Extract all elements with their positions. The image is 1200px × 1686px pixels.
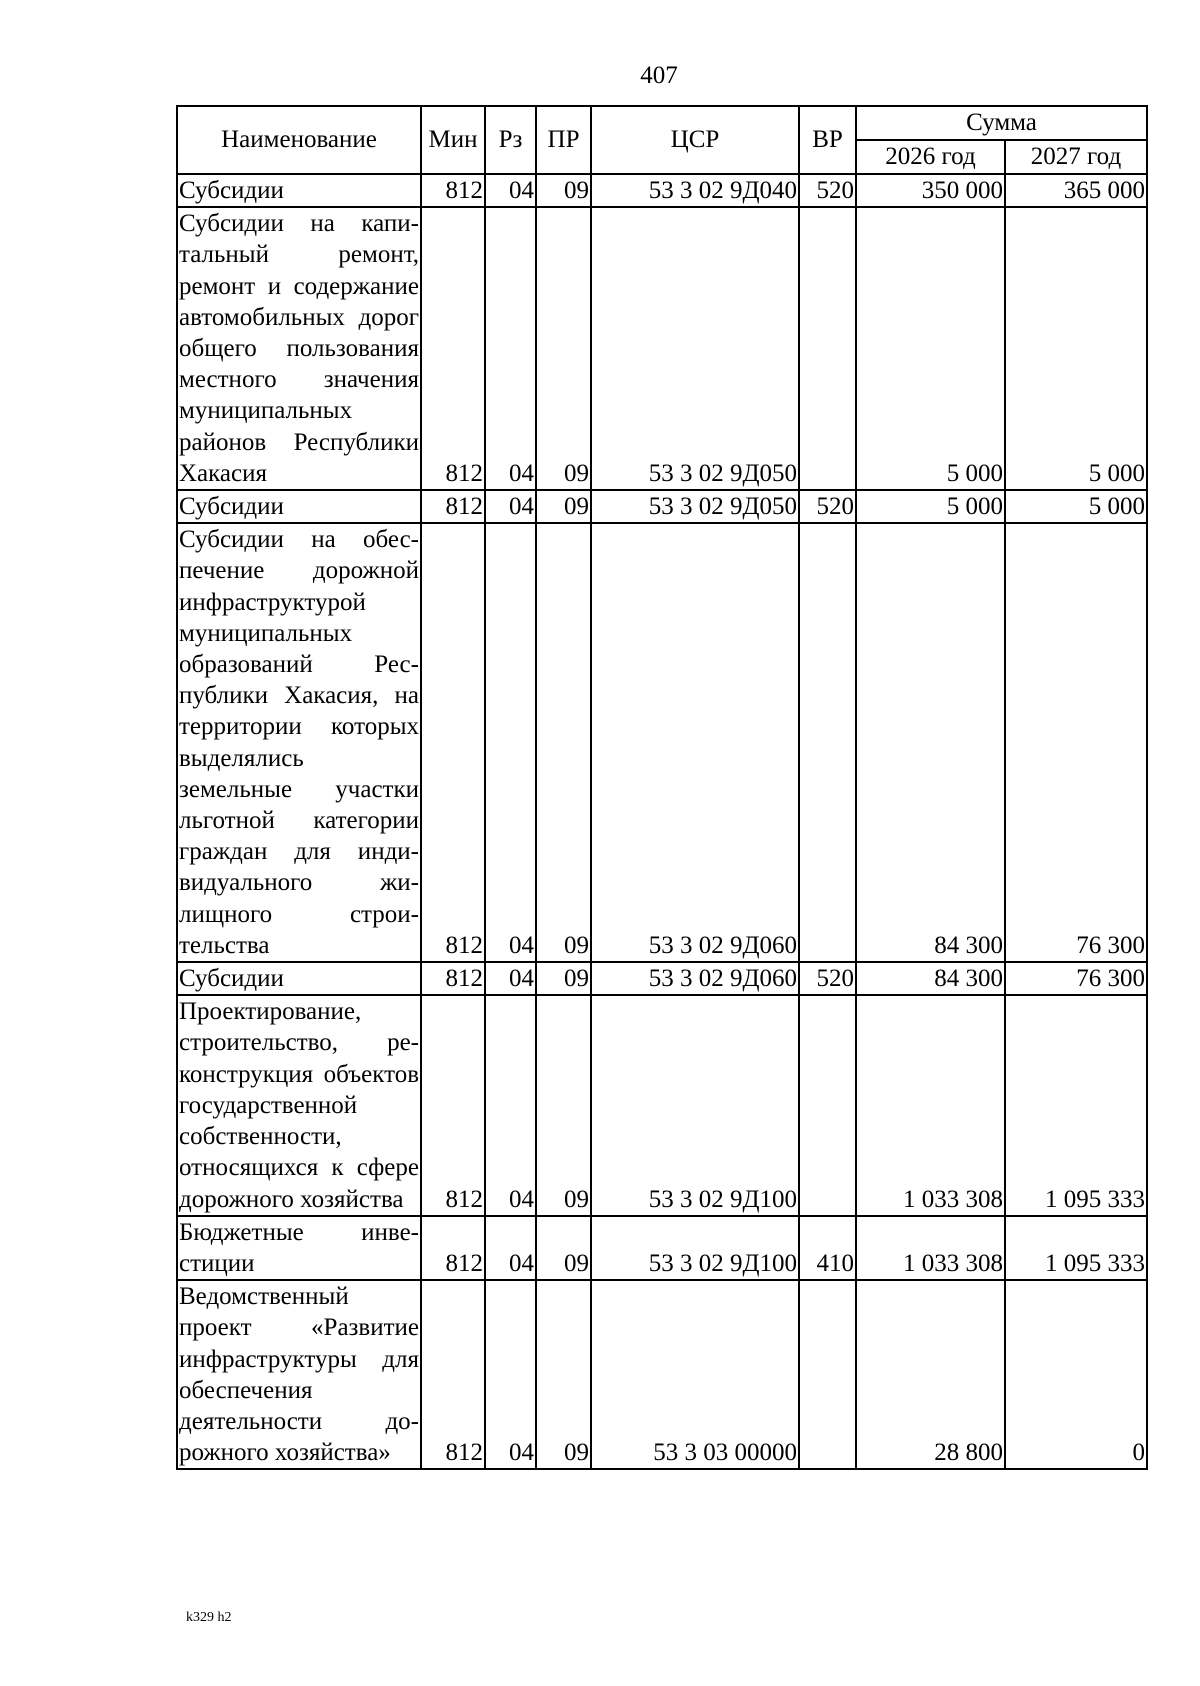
cell-2027: 365 000 — [1005, 174, 1147, 207]
cell-min: 812 — [421, 962, 485, 995]
cell-min: 812 — [421, 490, 485, 523]
cell-pr: 09 — [536, 995, 591, 1215]
page-number: 407 — [640, 62, 678, 89]
cell-name: Субсидии — [177, 962, 421, 995]
cell-2026: 5 000 — [856, 207, 1005, 490]
cell-csr: 53 3 02 9Д050 — [591, 207, 799, 490]
cell-vr — [799, 523, 856, 962]
cell-2027: 5 000 — [1005, 490, 1147, 523]
cell-2027: 76 300 — [1005, 962, 1147, 995]
cell-csr: 53 3 03 00000 — [591, 1280, 799, 1469]
header-csr: ЦСР — [591, 106, 799, 174]
cell-vr — [799, 1280, 856, 1469]
cell-2026: 1 033 308 — [856, 1216, 1005, 1280]
cell-pr: 09 — [536, 1216, 591, 1280]
cell-vr — [799, 995, 856, 1215]
cell-pr: 09 — [536, 490, 591, 523]
cell-csr: 53 3 02 9Д040 — [591, 174, 799, 207]
table-row — [177, 1216, 1147, 1280]
header-pr: ПР — [536, 106, 591, 174]
cell-2027: 76 300 — [1005, 523, 1147, 962]
cell-name: Субсидии на капитальный ремонт, ремонт и содержание автомобильных дорог общего пользования местного значения муниципальных районов Республики Хакасия — [177, 207, 421, 490]
table-row — [177, 1280, 1147, 1469]
cell-name: Субсидии на обеспечение дорожной инфраструктурой муниципальных образований Республики Хакасия, на территории которых выделялись земельные участки льготной категории граждан для индивидуального жилищного строительства — [177, 523, 421, 962]
cell-vr: 520 — [799, 174, 856, 207]
cell-vr: 520 — [799, 490, 856, 523]
cell-2027: 1 095 333 — [1005, 995, 1147, 1215]
header-year-2027: 2027 год — [1005, 140, 1147, 174]
header-min: Мин — [421, 106, 485, 174]
cell-pr: 09 — [536, 1280, 591, 1469]
cell-2026: 84 300 — [856, 962, 1005, 995]
header-year-2026: 2026 год — [856, 140, 1005, 174]
cell-rz: 04 — [485, 174, 536, 207]
table-row — [177, 523, 1147, 962]
cell-pr: 09 — [536, 523, 591, 962]
cell-2026: 350 000 — [856, 174, 1005, 207]
cell-name: Субсидии — [177, 490, 421, 523]
table-row — [177, 490, 1147, 523]
cell-rz: 04 — [485, 962, 536, 995]
cell-min: 812 — [421, 1216, 485, 1280]
cell-pr: 09 — [536, 962, 591, 995]
cell-rz: 04 — [485, 995, 536, 1215]
header-name: Наименование — [177, 106, 421, 174]
cell-vr: 520 — [799, 962, 856, 995]
cell-rz: 04 — [485, 523, 536, 962]
table-body — [177, 174, 1147, 1469]
cell-2026: 5 000 — [856, 490, 1005, 523]
cell-rz: 04 — [485, 207, 536, 490]
table-row — [177, 962, 1147, 995]
footer-code: k329 h2 — [186, 1610, 232, 1625]
cell-min: 812 — [421, 523, 485, 962]
cell-csr: 53 3 02 9Д060 — [591, 523, 799, 962]
cell-csr: 53 3 02 9Д050 — [591, 490, 799, 523]
cell-min: 812 — [421, 995, 485, 1215]
cell-2027: 1 095 333 — [1005, 1216, 1147, 1280]
cell-2027: 5 000 — [1005, 207, 1147, 490]
cell-min: 812 — [421, 207, 485, 490]
cell-min: 812 — [421, 174, 485, 207]
cell-min: 812 — [421, 1280, 485, 1469]
cell-vr — [799, 207, 856, 490]
header-sum: Сумма — [856, 106, 1147, 140]
cell-name: Бюджетные инвестиции — [177, 1216, 421, 1280]
table-row — [177, 207, 1147, 490]
cell-csr: 53 3 02 9Д100 — [591, 995, 799, 1215]
cell-2027: 0 — [1005, 1280, 1147, 1469]
cell-2026: 84 300 — [856, 523, 1005, 962]
header-rz: Рз — [485, 106, 536, 174]
cell-pr: 09 — [536, 174, 591, 207]
cell-vr: 410 — [799, 1216, 856, 1280]
cell-rz: 04 — [485, 1280, 536, 1469]
cell-2026: 28 800 — [856, 1280, 1005, 1469]
cell-csr: 53 3 02 9Д060 — [591, 962, 799, 995]
header-vr: ВР — [799, 106, 856, 174]
cell-name: Ведомственный проект «Развитие инфраструктуры для обеспечения деятельности дорожного хозяйства» — [177, 1280, 421, 1469]
cell-name: Субсидии — [177, 174, 421, 207]
cell-pr: 09 — [536, 207, 591, 490]
cell-rz: 04 — [485, 1216, 536, 1280]
budget-table — [176, 105, 1148, 1470]
table-row — [177, 995, 1147, 1215]
cell-csr: 53 3 02 9Д100 — [591, 1216, 799, 1280]
cell-2026: 1 033 308 — [856, 995, 1005, 1215]
table-row — [177, 174, 1147, 207]
cell-rz: 04 — [485, 490, 536, 523]
cell-name: Проектирование, строительство, реконструкция объектов государственной собственности, относящихся к сфере дорожного хозяйства — [177, 995, 421, 1215]
